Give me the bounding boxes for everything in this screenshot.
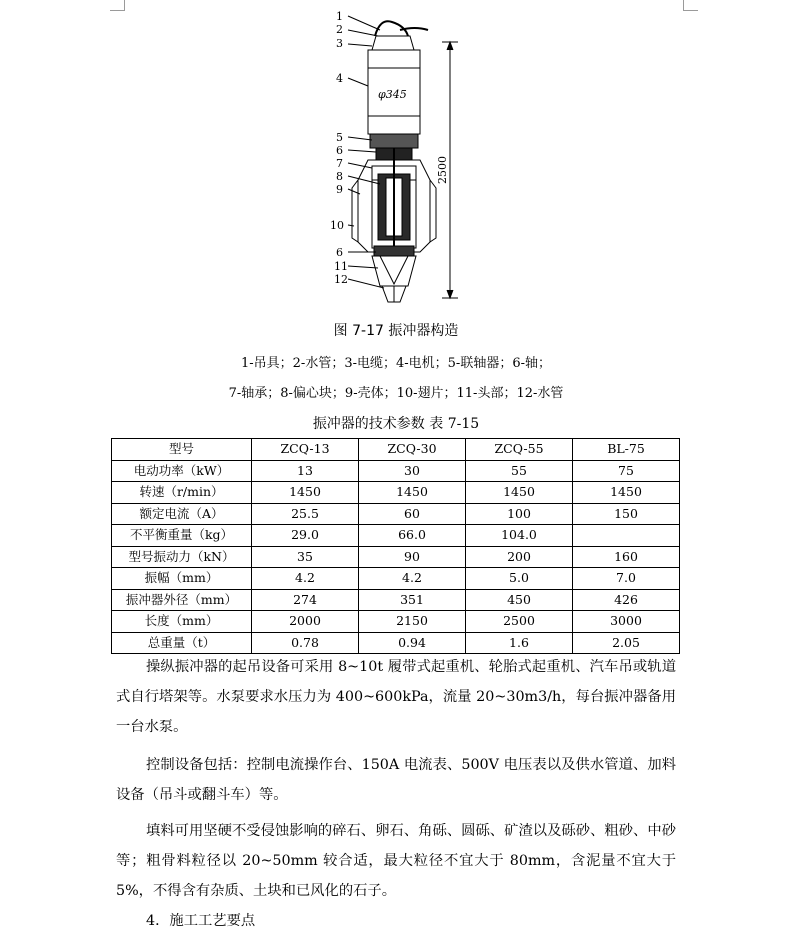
figure-label-6b: 6 [336,246,343,259]
table-row [112,611,680,633]
header-zcq55: ZCQ-55 [466,439,573,461]
table-cell: 1450 [359,482,466,504]
table-cell: 2.05 [573,632,680,654]
table-row [112,460,680,482]
table-cell: 1450 [466,482,573,504]
table-row [112,525,680,547]
table-cell: 55 [466,460,573,482]
table-cell: 104.0 [466,525,573,547]
table-cell: 2000 [252,611,359,633]
table-cell: 4.2 [252,568,359,590]
table-row [112,589,680,611]
table-cell [573,525,680,547]
table-cell: 0.78 [252,632,359,654]
row-label: 振冲器外径（mm） [112,589,252,611]
table-cell: 5.0 [466,568,573,590]
figure-label-4: 4 [336,72,343,85]
header-bl75: BL-75 [573,439,680,461]
table-title: 振冲器的技术参数 表 7-15 [312,416,480,432]
row-label: 长度（mm） [112,611,252,633]
table-cell: 274 [252,589,359,611]
table-cell: 0.94 [359,632,466,654]
row-label: 转速（r/min） [112,482,252,504]
table-row [112,546,680,568]
table-cell: 60 [359,503,466,525]
table-cell: 66.0 [359,525,466,547]
table-row [112,482,680,504]
row-label: 不平衡重量（kg） [112,525,252,547]
figure-label-10: 10 [330,219,344,232]
row-label: 型号振动力（kN） [112,546,252,568]
header-zcq30: ZCQ-30 [359,439,466,461]
table-cell: 351 [359,589,466,611]
page-corner-mark-left [110,0,125,11]
table-cell: 75 [573,460,680,482]
table-cell: 90 [359,546,466,568]
table-cell: 450 [466,589,573,611]
spec-table [111,438,680,654]
table-cell: 25.5 [252,503,359,525]
figure-label-8: 8 [336,170,343,183]
table-cell: 1450 [252,482,359,504]
figure-label-9: 9 [336,183,343,196]
figure-label-3: 3 [336,37,343,50]
figure-label-12: 12 [334,273,348,286]
row-label: 总重量（t） [112,632,252,654]
table-cell: 2150 [359,611,466,633]
figure-caption: 图 7-17 振冲器构造 [333,323,459,339]
figure-legend-line-1: 1-吊具；2-水管；3-电缆；4-电机；5-联轴器；6-轴； [241,356,551,371]
table-header-row [112,439,680,461]
table-cell: 150 [573,503,680,525]
table-cell: 426 [573,589,680,611]
row-label: 振幅（mm） [112,568,252,590]
paragraph-lifting-equipment: 操纵振冲器的起吊设备可采用 8~10t 履带式起重机、轮胎式起重机、汽车吊或轨道式自行塔架等。水泵要求水压力为 400~600kPa，流量 20~30m3/h，每台振冲器备用一台水泵。 [116,659,676,735]
table-cell: 35 [252,546,359,568]
table-row [112,503,680,525]
table-cell: 2500 [466,611,573,633]
table-cell: 4.2 [359,568,466,590]
table-row [112,568,680,590]
figure-height-label: 2500 [436,156,449,184]
table-cell: 13 [252,460,359,482]
section-heading-construction-points: 4．施工工艺要点 [146,913,256,929]
figure-diameter-label: φ345 [378,88,407,101]
figure-label-7: 7 [336,157,343,170]
table-cell: 100 [466,503,573,525]
table-cell: 29.0 [252,525,359,547]
table-cell: 160 [573,546,680,568]
figure-label-11: 11 [334,260,348,273]
table-cell: 1450 [573,482,680,504]
table-cell: 30 [359,460,466,482]
table-row [112,632,680,654]
figure-label-5: 5 [336,131,343,144]
figure-label-2: 2 [336,23,343,36]
table-cell: 1.6 [466,632,573,654]
header-zcq13: ZCQ-13 [252,439,359,461]
figure-label-6: 6 [336,144,343,157]
row-label: 电动功率（kW） [112,460,252,482]
table-cell: 7.0 [573,568,680,590]
paragraph-filler-material: 填料可用坚硬不受侵蚀影响的碎石、卵石、角砾、圆砾、矿渣以及砾砂、粗砂、中砂等；粗骨料粒径以 20~50mm 较合适，最大粒径不宜大于 80mm，含泥量不宜大于 5%，不得含有杂质、土块和已风化的石子。 [116,823,676,899]
table-cell: 200 [466,546,573,568]
page-corner-mark-right [683,0,698,11]
vibroflot-diagram [320,6,470,306]
header-model: 型号 [112,439,252,461]
paragraph-control-equipment: 控制设备包括：控制电流操作台、150A 电流表、500V 电压表以及供水管道、加料设备（吊斗或翻斗车）等。 [116,757,676,803]
row-label: 额定电流（A） [112,503,252,525]
table-cell: 3000 [573,611,680,633]
figure-label-1: 1 [336,10,343,23]
figure-legend-line-2: 7-轴承；8-偏心块；9-壳体；10-翅片；11-头部；12-水管 [228,386,564,401]
